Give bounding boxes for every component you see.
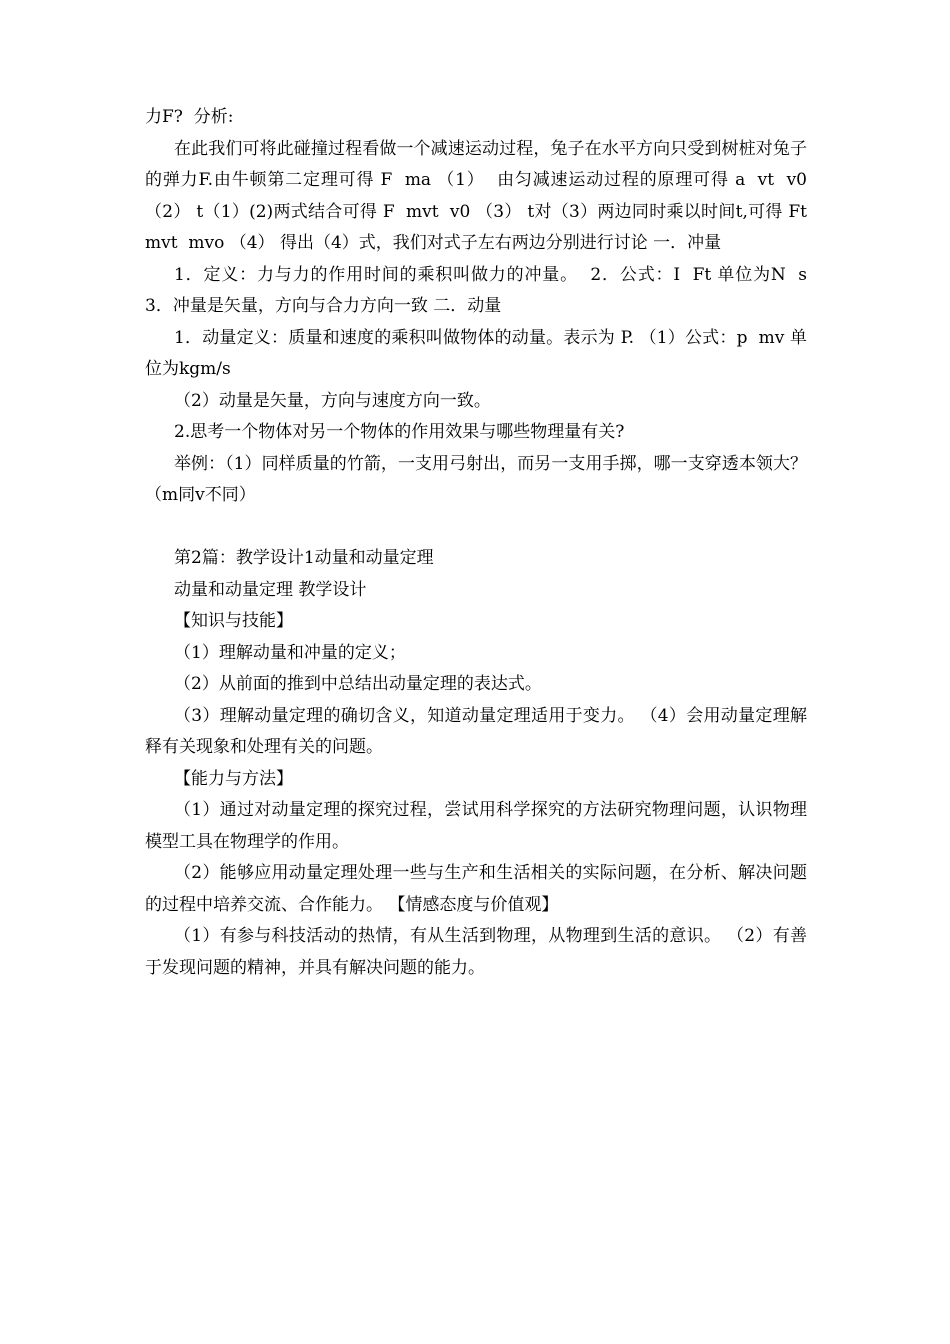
knowledge-item-3: （3）理解动量定理的确切含义，知道动量定理适用于变力。 （4）会用动量定理解释有关现象和处理有关的问题。 (145, 705, 807, 757)
ability-heading: 【能力与方法】 (174, 768, 293, 789)
think-paragraph: 2.思考一个物体对另一个物体的作用效果与哪些物理量有关? (174, 422, 625, 442)
knowledge-heading: 【知识与技能】 (174, 611, 293, 631)
section-heading: 第2篇：教学设计1动量和动量定理 (174, 548, 434, 568)
example-paragraph: 举例：（1）同样质量的竹箭，一支用弓射出，而另一支用手掷，哪一支穿透本领大？（m同v不同） (145, 453, 807, 505)
collision-paragraph: 在此我们可将此碰撞过程看做一个减速运动过程，兔子在水平方向只受到树桩对兔子的弹力F.由牛顿第二定理可得 F ma （1） 由匀减速运动过程的原理可得 a vt v0 （2） t（1）(2)两式结合可得 F mvt v0 （3） t对（3）两边同时乘以时间t,可得 Ft mvt mvo （4） 得出（4）式，我们对式子左右两边分别进行讨论 一．冲量 (145, 138, 818, 253)
section-gap (145, 512, 807, 544)
momentum-definition-paragraph: 1．动量定义：质量和速度的乘积叫做物体的动量。表示为 P. （1）公式：p mv 单位为kgm/s (145, 327, 807, 379)
intro-line: 力F? 分析: (145, 107, 234, 127)
knowledge-item-2: （2）从前面的推到中总结出动量定理的表达式。 (174, 674, 542, 694)
ability-item-2: （2）能够应用动量定理处理一些与生产和生活相关的实际问题，在分析、解决问题的过程中培养交流、合作能力。 【情感态度与价值观】 (145, 863, 807, 915)
emotion-item-1: （1）有参与科技活动的热情，有从生活到物理，从物理到生活的意识。 （2）有善于发现问题的精神，并具有解决问题的能力。 (145, 926, 807, 978)
impulse-paragraph: 1．定义：力与力的作用时间的乘积叫做力的冲量。 2．公式：I Ft 单位为N s 3．冲量是矢量，方向与合力方向一致 二．动量 (145, 264, 813, 316)
ability-item-1: （1）通过对动量定理的探究过程，尝试用科学探究的方法研究物理问题，认识物理模型工具在物理学的作用。 (145, 800, 807, 852)
document-page (145, 102, 818, 984)
momentum-vector-paragraph: （2）动量是矢量，方向与速度方向一致。 (174, 390, 491, 411)
knowledge-item-1: （1）理解动量和冲量的定义； (174, 642, 406, 663)
document-subtitle: 动量和动量定理 教学设计 (174, 579, 367, 600)
